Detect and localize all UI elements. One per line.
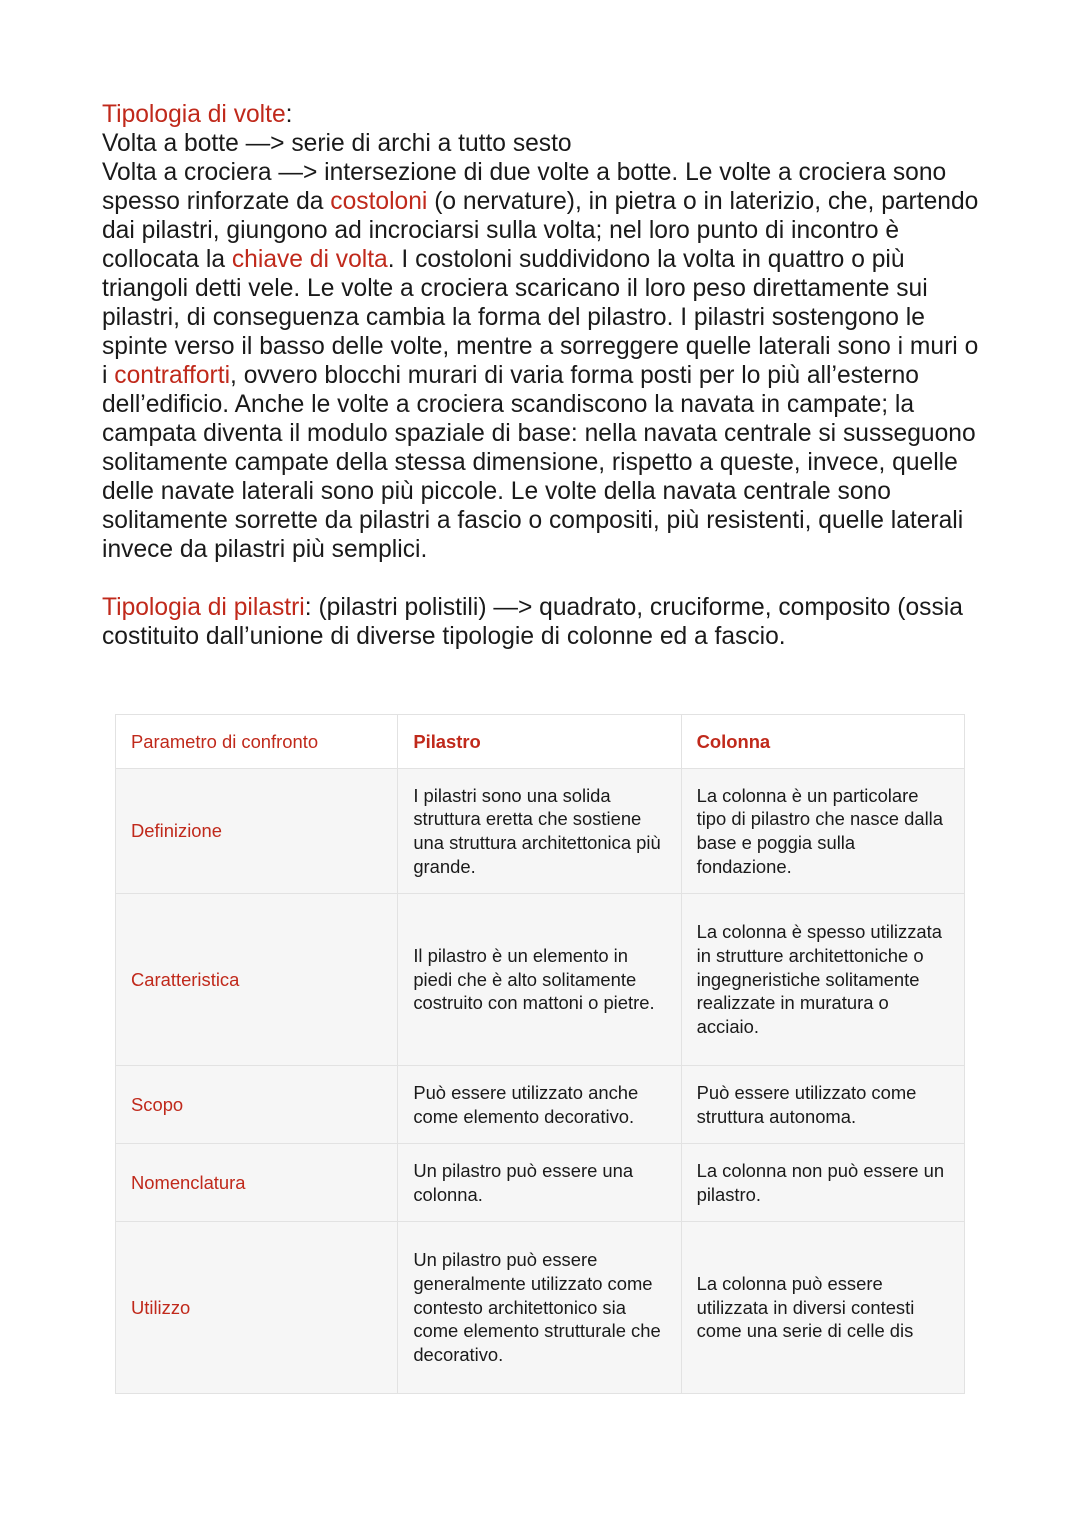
volte-paragraph-part-d: , ovvero blocchi murari di varia forma posti per lo più all’esterno dell’edificio. Anche le volte a crociera scandiscono la navata in campate; la campata diventa il modulo spaziale di base: nella navata centrale si susseguono solitamente campate della stessa dimensione, rispetto a queste, invece, quelle delle navate laterali sono più piccole. Le volte della navata centrale sono solitamente sorrette da pilastri a fascio o compositi, più resistenti, quelle laterali invece da pilastri più semplici.	[102, 362, 976, 563]
pilastri-section	[102, 593, 982, 651]
row-param: Nomenclatura	[116, 1144, 398, 1222]
header-colonna: Colonna	[681, 715, 964, 769]
pilastro-cell: Il pilastro è un elemento in piedi che è alto solitamente costruito con mattoni o pietre.	[398, 894, 681, 1066]
table-header-row	[116, 715, 965, 769]
table-row	[116, 1066, 965, 1144]
colonna-cell: La colonna è un particolare tipo di pilastro che nasce dalla base e poggia sulla fondazione.	[681, 769, 964, 894]
pilastri-heading: Tipologia di pilastri	[102, 594, 305, 621]
colonna-cell: La colonna è spesso utilizzata in strutture architettoniche o ingegneristiche solitamente realizzate in muratura o acciaio.	[681, 894, 964, 1066]
pilastro-cell: Può essere utilizzato anche come elemento decorativo.	[398, 1066, 681, 1144]
section-gap	[102, 564, 982, 593]
volte-paragraph-part-a: Volta a crociera —> intersezione di due volte a botte. Le volte a crociera sono spesso rinforzate da	[102, 159, 947, 215]
pilastri-text: : (pilastri polistili) —> quadrato, cruciforme, composito (ossia costituito dall’unione di diverse tipologie di colonne ed a fascio.	[102, 594, 963, 650]
table-row	[116, 769, 965, 894]
colonna-cell: La colonna non può essere un pilastro.	[681, 1144, 964, 1222]
header-pilastro: Pilastro	[398, 715, 681, 769]
volte-paragraph-part-c: . I costoloni suddividono la volta in quattro o più triangoli detti vele. Le volte a crociera scaricano il loro peso direttamente sui pilastri, di conseguenza cambia la forma del pilastro. I pilastri sostengono le spinte verso il basso delle volte, mentre a sorreggere quelle laterali sono i muri o i	[102, 246, 979, 389]
term-contrafforti: contrafforti	[114, 362, 231, 389]
pilastro-cell: Un pilastro può essere generalmente utilizzato come contesto architettonico sia come elemento strutturale che decorativo.	[398, 1222, 681, 1394]
table-row	[116, 894, 965, 1066]
term-chiave-di-volta: chiave di volta	[231, 246, 388, 273]
document-body	[102, 100, 982, 651]
comparison-table	[115, 714, 965, 1394]
colonna-cell: La colonna può essere utilizzata in diversi contesti come una serie di celle dis	[681, 1222, 964, 1394]
pilastro-cell: Un pilastro può essere una colonna.	[398, 1144, 681, 1222]
pilastro-cell: I pilastri sono una solida struttura eretta che sostiene una struttura architettonica più grande.	[398, 769, 681, 894]
header-parametro: Parametro di confronto	[116, 715, 398, 769]
row-param: Caratteristica	[116, 894, 398, 1066]
row-param: Scopo	[116, 1066, 398, 1144]
volte-heading-colon: :	[285, 101, 293, 128]
table-row	[116, 1144, 965, 1222]
row-param: Utilizzo	[116, 1222, 398, 1394]
colonna-cell: Può essere utilizzato come struttura autonoma.	[681, 1066, 964, 1144]
volte-paragraph-part-b: (o nervature), in pietra o in laterizio, che, partendo dai pilastri, giungono ad incrociarsi sulla volta; nel loro punto di incontro è collocata la	[102, 188, 979, 273]
volte-heading: Tipologia di volte	[102, 101, 286, 128]
volta-a-botte-line: Volta a botte —> serie di archi a tutto sesto	[102, 130, 572, 157]
volte-section	[102, 100, 982, 564]
table-row	[116, 1222, 965, 1394]
term-costoloni: costoloni	[330, 188, 428, 215]
row-param: Definizione	[116, 769, 398, 894]
